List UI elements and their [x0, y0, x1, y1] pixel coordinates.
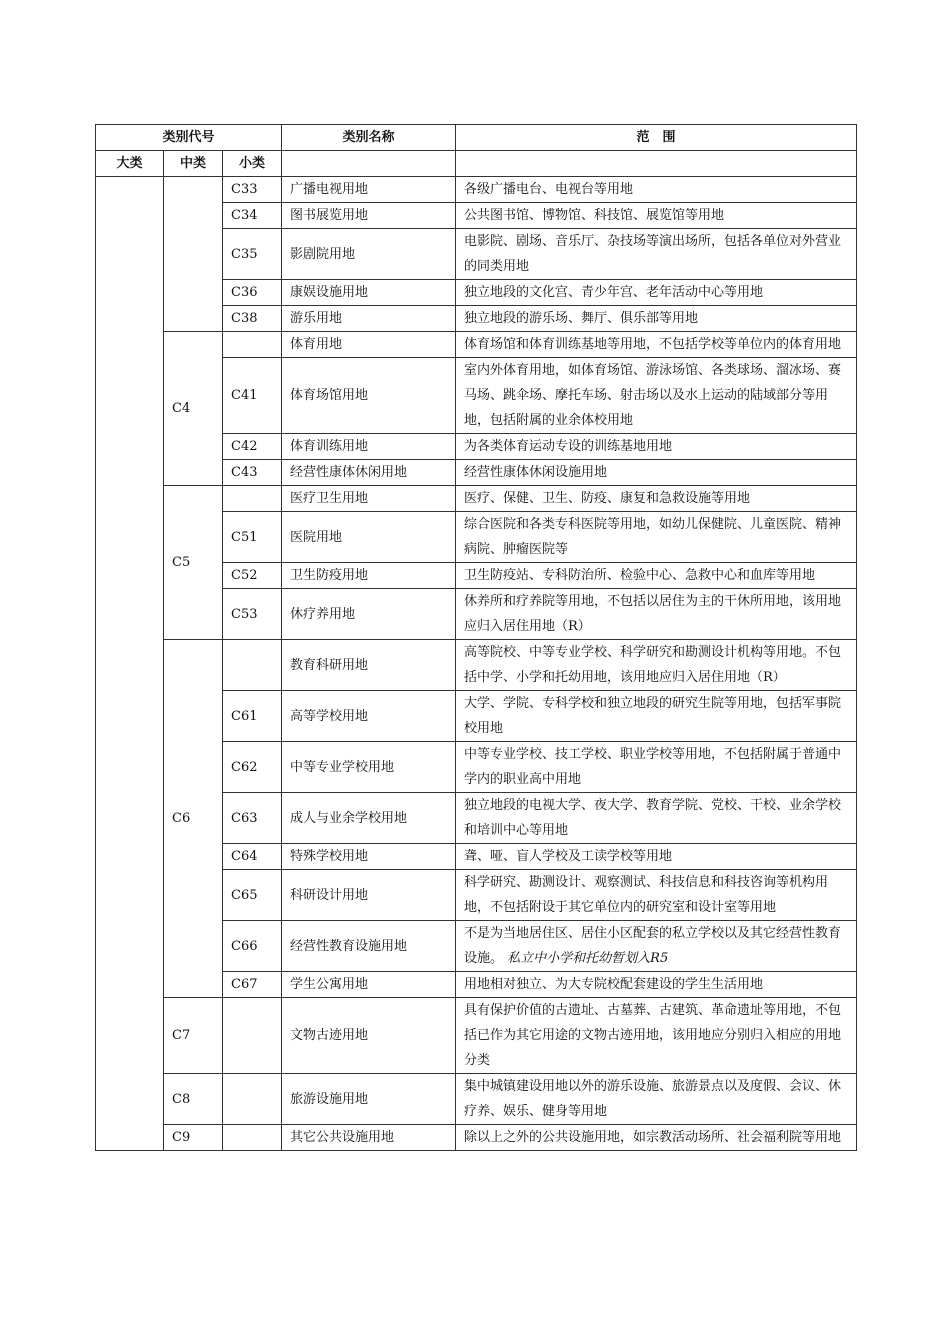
- category-range: 高等院校、中等专业学校、科学研究和勘测设计机构等用地。不包括中学、小学和托幼用地，该用地应归入居住用地（R）: [456, 640, 857, 691]
- category-name: 体育训练用地: [282, 434, 456, 460]
- category-range: 集中城镇建设用地以外的游乐设施、旅游景点以及度假、会议、休疗养、娱乐、健身等用地: [456, 1074, 857, 1125]
- middle-code: C9: [164, 1125, 223, 1151]
- category-range: 公共图书馆、博物馆、科技馆、展览馆等用地: [456, 203, 857, 229]
- category-name: 医院用地: [282, 512, 456, 563]
- middle-code: C8: [164, 1074, 223, 1125]
- category-range: 体育场馆和体育训练基地等用地，不包括学校等单位内的体育用地: [456, 332, 857, 358]
- minor-code: C52: [223, 563, 282, 589]
- minor-code: C61: [223, 691, 282, 742]
- minor-code: [223, 640, 282, 691]
- minor-code: C33: [223, 177, 282, 203]
- header-empty-name: [282, 151, 456, 177]
- table-row: [96, 640, 857, 691]
- minor-code: C51: [223, 512, 282, 563]
- category-name: 科研设计用地: [282, 870, 456, 921]
- category-range: [456, 921, 857, 972]
- range-note: 私立中小学和托幼暂划入R5: [507, 951, 669, 966]
- category-name: 体育用地: [282, 332, 456, 358]
- category-range: 独立地段的电视大学、夜大学、教育学院、党校、干校、业余学校和培训中心等用地: [456, 793, 857, 844]
- category-range: 各级广播电台、电视台等用地: [456, 177, 857, 203]
- minor-code: C67: [223, 972, 282, 998]
- table-row: [96, 1125, 857, 1151]
- category-range: 室内外体育用地，如体育场馆、游泳场馆、各类球场、溜冰场、赛马场、跳伞场、摩托车场、射击场以及水上运动的陆域部分等用地，包括附属的业余体校用地: [456, 358, 857, 434]
- range-text: 不是为当地居住区、居住小区配套的私立学校以及其它经营性教育设施。: [464, 926, 842, 966]
- category-name: 康娱设施用地: [282, 280, 456, 306]
- header-category-name: 类别名称: [282, 125, 456, 151]
- minor-code: [223, 486, 282, 512]
- category-range: 除以上之外的公共设施用地，如宗教活动场所、社会福利院等用地: [456, 1125, 857, 1151]
- land-use-table-page: [95, 124, 856, 1151]
- header-category-code: 类别代号: [96, 125, 282, 151]
- header-row-1: [96, 125, 857, 151]
- category-name: 经营性康体休闲用地: [282, 460, 456, 486]
- minor-code: [223, 998, 282, 1074]
- category-range: 具有保护价值的古遗址、古墓葬、古建筑、革命遗址等用地，不包括已作为其它用途的文物古迹用地，该用地应分别归入相应的用地分类: [456, 998, 857, 1074]
- middle-code: C6: [164, 640, 223, 998]
- category-name: 图书展览用地: [282, 203, 456, 229]
- category-range: 卫生防疫站、专科防治所、检验中心、急救中心和血库等用地: [456, 563, 857, 589]
- category-range: 独立地段的游乐场、舞厅、俱乐部等用地: [456, 306, 857, 332]
- header-range: 范 围: [456, 125, 857, 151]
- category-name: 学生公寓用地: [282, 972, 456, 998]
- category-name: 影剧院用地: [282, 229, 456, 280]
- category-range: 医疗、保健、卫生、防疫、康复和急救设施等用地: [456, 486, 857, 512]
- minor-code: C38: [223, 306, 282, 332]
- minor-code: C64: [223, 844, 282, 870]
- minor-code: [223, 1074, 282, 1125]
- minor-code: [223, 1125, 282, 1151]
- category-range: 大学、学院、专科学校和独立地段的研究生院等用地，包括军事院校用地: [456, 691, 857, 742]
- minor-code: C34: [223, 203, 282, 229]
- category-name: 特殊学校用地: [282, 844, 456, 870]
- land-use-classification-table: [95, 124, 857, 1151]
- category-name: 高等学校用地: [282, 691, 456, 742]
- middle-code: C7: [164, 998, 223, 1074]
- middle-code: C4: [164, 332, 223, 486]
- header-empty-range: [456, 151, 857, 177]
- category-name: 经营性教育设施用地: [282, 921, 456, 972]
- table-row: [96, 332, 857, 358]
- table-row: [96, 1074, 857, 1125]
- category-name: 游乐用地: [282, 306, 456, 332]
- minor-code: C63: [223, 793, 282, 844]
- header-minor-class: 小类: [223, 151, 282, 177]
- minor-code: C43: [223, 460, 282, 486]
- category-name: 休疗养用地: [282, 589, 456, 640]
- minor-code: C62: [223, 742, 282, 793]
- header-row-2: [96, 151, 857, 177]
- middle-code: C5: [164, 486, 223, 640]
- category-name: 文物古迹用地: [282, 998, 456, 1074]
- minor-code: [223, 332, 282, 358]
- minor-code: C53: [223, 589, 282, 640]
- minor-code: C36: [223, 280, 282, 306]
- header-middle-class: 中类: [164, 151, 223, 177]
- middle-class-cell: [164, 177, 223, 332]
- category-name: 体育场馆用地: [282, 358, 456, 434]
- category-name: 旅游设施用地: [282, 1074, 456, 1125]
- category-range: 电影院、剧场、音乐厅、杂技场等演出场所，包括各单位对外营业的同类用地: [456, 229, 857, 280]
- minor-code: C35: [223, 229, 282, 280]
- category-range: 经营性康体休闲设施用地: [456, 460, 857, 486]
- table-row: [96, 998, 857, 1074]
- minor-code: C41: [223, 358, 282, 434]
- major-class-cell: [96, 177, 164, 1151]
- table-row: [96, 177, 857, 203]
- category-range: 综合医院和各类专科医院等用地，如幼儿保健院、儿童医院、精神病院、肿瘤医院等: [456, 512, 857, 563]
- category-range: 休养所和疗养院等用地，不包括以居住为主的干休所用地，该用地应归入居住用地（R）: [456, 589, 857, 640]
- minor-code: C66: [223, 921, 282, 972]
- category-name: 医疗卫生用地: [282, 486, 456, 512]
- header-major-class: 大类: [96, 151, 164, 177]
- category-range: 科学研究、勘测设计、观察测试、科技信息和科技咨询等机构用地，不包括附设于其它单位内的研究室和设计室等用地: [456, 870, 857, 921]
- minor-code: C65: [223, 870, 282, 921]
- category-range: 用地相对独立、为大专院校配套建设的学生生活用地: [456, 972, 857, 998]
- category-name: 广播电视用地: [282, 177, 456, 203]
- category-name: 卫生防疫用地: [282, 563, 456, 589]
- category-range: 为各类体育运动专设的训练基地用地: [456, 434, 857, 460]
- category-name: 成人与业余学校用地: [282, 793, 456, 844]
- category-name: 其它公共设施用地: [282, 1125, 456, 1151]
- table-row: [96, 486, 857, 512]
- category-range: 中等专业学校、技工学校、职业学校等用地，不包括附属于普通中学内的职业高中用地: [456, 742, 857, 793]
- category-name: 教育科研用地: [282, 640, 456, 691]
- category-range: 独立地段的文化宫、青少年宫、老年活动中心等用地: [456, 280, 857, 306]
- minor-code: C42: [223, 434, 282, 460]
- category-range: 聋、哑、盲人学校及工读学校等用地: [456, 844, 857, 870]
- category-name: 中等专业学校用地: [282, 742, 456, 793]
